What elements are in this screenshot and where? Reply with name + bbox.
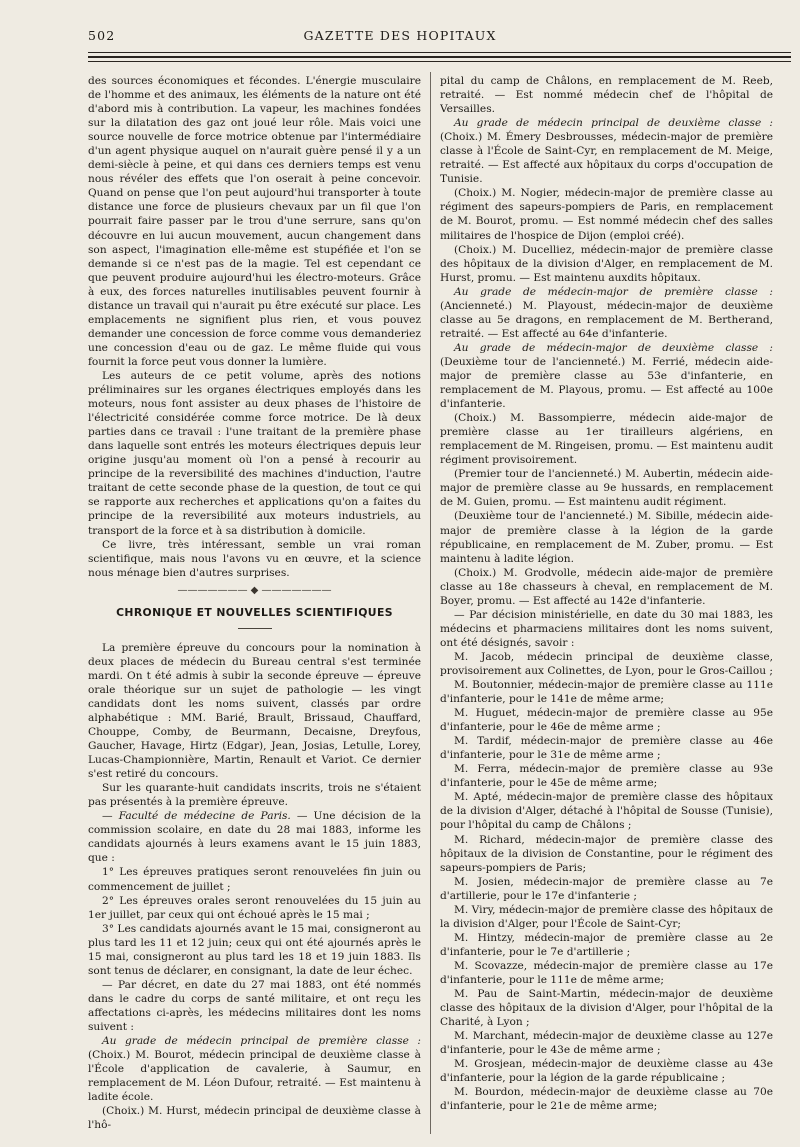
paragraph: — Par décret, en date du 27 mai 1883, ont été nommés dans le cadre du corps de santé militaire, et ont reçu les affectations ci-après, les médecins militaires dont les noms suivent : xyxy=(88,978,421,1033)
paragraph: M. Viry, médecin-major de première classe des hôpitaux de la division d'Alger, pour l'École de Saint-Cyr; xyxy=(440,903,773,930)
italic-heading: Au grade de médecin principal de deuxième classe : xyxy=(454,117,773,130)
paragraph: Au grade de médecin-major de première classe : (Ancienneté.) M. Playoust, médecin-major de deuxième classe au 5e dragons, en remplacement de M. Bertherand, retraité. — Est affecté au 64e d'infanterie. xyxy=(440,285,773,340)
paragraph: M. Richard, médecin-major de première classe des hôpitaux de la division de Constantine, pour le régiment des sapeurs-pompiers de Paris; xyxy=(440,833,773,874)
paragraph: Les auteurs de ce petit volume, après des notions préliminaires sur les organes électriques employés dans les moteurs, nous font assister au deux phases de l'histoire de l'électricité considérée comme force motrice. De là deux parties dans ce travail : l'une traitant de la première phase dans laquelle sont entrés les moteurs électriques depuis leur origine jusqu'au moment où l'on a pensé à recourir au principe de la reversibilité des machines d'induction, l'autre traitant de cette seconde phase de la question, de tout ce qui se rapporte aux recherches et applications qu'on a faites du principe de la reversibilité aux moteurs industriels, au transport de la force et à sa distribution à domicile. xyxy=(88,369,421,537)
paragraph: (Choix.) M. Ducelliez, médecin-major de première classe des hôpitaux de la division d'Alger, en remplacement de M. Hurst, promu. — Est maintenu auxdits hôpitaux. xyxy=(440,243,773,284)
paragraph: M. Boutonnier, médecin-major de première classe au 111e d'infanterie, pour le 141e de même arme; xyxy=(440,679,773,706)
paragraph: — Faculté de médecine de Paris. — Une décision de la commission scolaire, en date du 28 mai 1883, informe les candidats ajournés à leurs examens avant le 15 juin 1883, que : xyxy=(88,810,421,865)
heading-divider xyxy=(238,628,272,629)
paragraph: M. Scovazze, médecin-major de première classe au 17e d'infanterie, pour le 111e de même arme; xyxy=(440,959,773,986)
paragraph: M. Marchant, médecin-major de deuxième classe au 127e d'infanterie, pour le 43e de même arme ; xyxy=(440,1030,773,1057)
section-ornament: ——————— ◆ ——————— xyxy=(177,584,332,596)
right-column xyxy=(440,74,773,1134)
paragraph: (Premier tour de l'ancienneté.) M. Aubertin, médecin aide-major de première classe au 9e hussards, en remplacement de M. Guien, promu. — Est maintenu audit régiment. xyxy=(440,468,773,509)
paragraph: 3° Les candidats ajournés avant le 15 mai, consigneront au plus tard les 11 et 12 juin; ceux qui ont été ajournés après le 15 mai, consigneront au plus tard les 18 et 19 juin 1883. Ils sont tenus de déclarer, en consignant, la date de leur échec. xyxy=(88,922,421,977)
page-number: 502 xyxy=(88,28,116,43)
paragraph: — Par décision ministérielle, en date du 30 mai 1883, les médecins et pharmaciens militaires dont les noms suivent, ont été désignés, savoir : xyxy=(440,608,773,649)
italic-heading: Au grade de médecin-major de première classe : xyxy=(454,285,773,298)
italic-heading: Au grade de médecin-major de deuxième classe : xyxy=(454,341,773,354)
paragraph: M. Huguet, médecin-major de première classe au 95e d'infanterie, pour le 46e de même arme ; xyxy=(440,707,773,734)
paragraph: M. Hintzy, médecin-major de première classe au 2e d'infanterie, pour le 7e d'artillerie ; xyxy=(440,931,773,958)
italic-heading: Au grade de médecin principal de première classe : xyxy=(102,1035,421,1048)
paragraph: M. Apté, médecin-major de première classe des hôpitaux de la division d'Alger, détaché à l'hôpital de Sousse (Tunisie), pour l'hôpital du camp de Châlons ; xyxy=(440,791,773,832)
paragraph: Ce livre, très intéressant, semble un vrai roman scientifique, mais nous l'avons vu en œuvre, et la science nous ménage bien d'autres surprises. xyxy=(88,538,421,579)
paragraph: des sources économiques et fécondes. L'énergie musculaire de l'homme et des animaux, les éléments de la nature ont été d'abord mis à contribution. La vapeur, les machines fondées sur la dilatation des gaz ont joué leur rôle. Mais voici une source nouvelle de force motrice obtenue par l'intermédiaire d'un agent physique auquel on n'aurait guère pensé il y a un demi-siècle à peine, et qui dans ces derniers temps est venu nous révéler des effets que l'on oserait à peine concevoir. Quand on pense que l'on peut aujourd'hui transporter à toute distance une force de plusieurs chevaux par un fil que l'on pourrait faire passer par le trou d'une serrure, sans qu'on découvre en lui aucun mouvement, aucun changement dans son aspect, l'imagination elle-même est stupéfiée et l'on se demande si ce n'est pas de la magie. Tel est cependant ce que peuvent produire aujourd'hui les électro-moteurs. Grâce à eux, des forces naturelles inutilisables peuvent fournir à distance un travail qui n'aurait pu être exécuté sur place. Les emplacements ne signifient plus rien, et vous pouvez demander une concession de force comme vous demanderiez une concession d'eau ou de gaz. Le même fluide qui vous fournit la force peut vous donner la lumière. xyxy=(88,75,421,368)
paragraph: 2° Les épreuves orales seront renouvelées du 15 juin au 1er juillet, par ceux qui ont échoué après le 15 mai ; xyxy=(88,894,421,921)
header-rule-middle xyxy=(88,56,791,58)
column-divider xyxy=(430,72,431,1134)
paragraph: (Deuxième tour de l'ancienneté.) M. Sibille, médecin aide-major de première classe à la légion de la garde républicaine, en remplacement de M. Zuber, promu. — Est maintenu à ladite légion. xyxy=(440,510,773,565)
paragraph: M. Josien, médecin-major de première classe au 7e d'artillerie, pour le 17e d'infanterie ; xyxy=(440,875,773,902)
page-title: GAZETTE DES HOPITAUX xyxy=(303,28,497,43)
paragraph: M. Ferra, médecin-major de première classe au 93e d'infanterie, pour le 45e de même arme; xyxy=(440,763,773,790)
paragraph: Au grade de médecin principal de deuxième classe : (Choix.) M. Émery Desbrousses, médecin-major de première classe à l'École de Saint-Cyr, en remplacement de M. Meige, retraité. — Est affecté aux hôpitaux du corps d'occupation de Tunisie. xyxy=(440,117,773,186)
paragraph: La première épreuve du concours pour la nomination à deux places de médecin du Bureau central s'est terminée mardi. On t été admis à subir la seconde épreuve — épreuve orale théorique sur un sujet de pathologie — les vingt candidats dont les noms suivent, classés par ordre alphabétique : MM. Barié, Brault, Brissaud, Chauffard, Chouppe, Comby, de Beurmann, Decaisne, Dreyfous, Gaucher, Havage, Hirtz (Edgar), Jean, Josias, Letulle, Lorey, Lucas-Championnière, Martin, Renault et Variot. Ce dernier s'est retiré du concours. xyxy=(88,641,421,781)
header-rule-top xyxy=(88,52,791,53)
left-column xyxy=(88,74,421,1134)
header-rule-bottom xyxy=(88,61,791,62)
page-header xyxy=(0,28,800,50)
paragraph: (Choix.) M. Nogier, médecin-major de première classe au régiment des sapeurs-pompiers de Paris, en remplacement de M. Bourot, promu. — Est nommé médecin chef des salles militaires de l'hospice de Dijon (emploi créé). xyxy=(440,187,773,242)
section-heading: CHRONIQUE ET NOUVELLES SCIENTIFIQUES xyxy=(116,605,393,619)
paragraph: (Choix.) M. Grodvolle, médecin aide-major de première classe au 18e chasseurs à cheval, en remplacement de M. Boyer, promu. — Est affecté au 142e d'infanterie. xyxy=(440,566,773,607)
paragraph: M. Jacob, médecin principal de deuxième classe, provisoirement aux Colinettes, de Lyon, pour le Gros-Caillou ; xyxy=(440,650,773,677)
italic-heading: Faculté de médecine de Paris. xyxy=(118,810,291,823)
paragraph: M. Pau de Saint-Martin, médecin-major de deuxième classe des hôpitaux de la division d'Alger, pour l'hôpital de la Charité, à Lyon ; xyxy=(440,988,773,1029)
paragraph: Sur les quarante-huit candidats inscrits, trois ne s'étaient pas présentés à la première épreuve. xyxy=(88,782,421,809)
paragraph: (Choix.) M. Hurst, médecin principal de deuxième classe à l'hô- xyxy=(88,1105,421,1132)
paragraph: M. Grosjean, médecin-major de deuxième classe au 43e d'infanterie, pour la légion de la garde républicaine ; xyxy=(440,1058,773,1085)
paragraph: pital du camp de Châlons, en remplacement de M. Reeb, retraité. — Est nommé médecin chef de l'hôpital de Versailles. xyxy=(440,75,773,116)
paragraph: Au grade de médecin principal de première classe : (Choix.) M. Bourot, médecin principal de deuxième classe à l'École d'application de cavalerie, à Saumur, en remplacement de M. Léon Dufour, retraité. — Est maintenu à ladite école. xyxy=(88,1035,421,1104)
paragraph: M. Tardif, médecin-major de première classe au 46e d'infanterie, pour le 31e de même arme ; xyxy=(440,735,773,762)
paragraph: Au grade de médecin-major de deuxième classe : (Deuxième tour de l'ancienneté.) M. Ferrié, médecin aide-major de première classe au 53e d'infanterie, en remplacement de M. Playous, promu. — Est affecté au 100e d'infanterie. xyxy=(440,341,773,411)
paragraph: (Choix.) M. Bassompierre, médecin aide-major de première classe au 1er tirailleurs algériens, en remplacement de M. Ringeisen, promu. — Est maintenu audit régiment provisoirement. xyxy=(440,412,773,467)
paragraph: M. Bourdon, médecin-major de deuxième classe au 70e d'infanterie, pour le 21e de même arme; xyxy=(440,1086,773,1113)
paragraph: 1° Les épreuves pratiques seront renouvelées fin juin ou commencement de juillet ; xyxy=(88,866,421,893)
